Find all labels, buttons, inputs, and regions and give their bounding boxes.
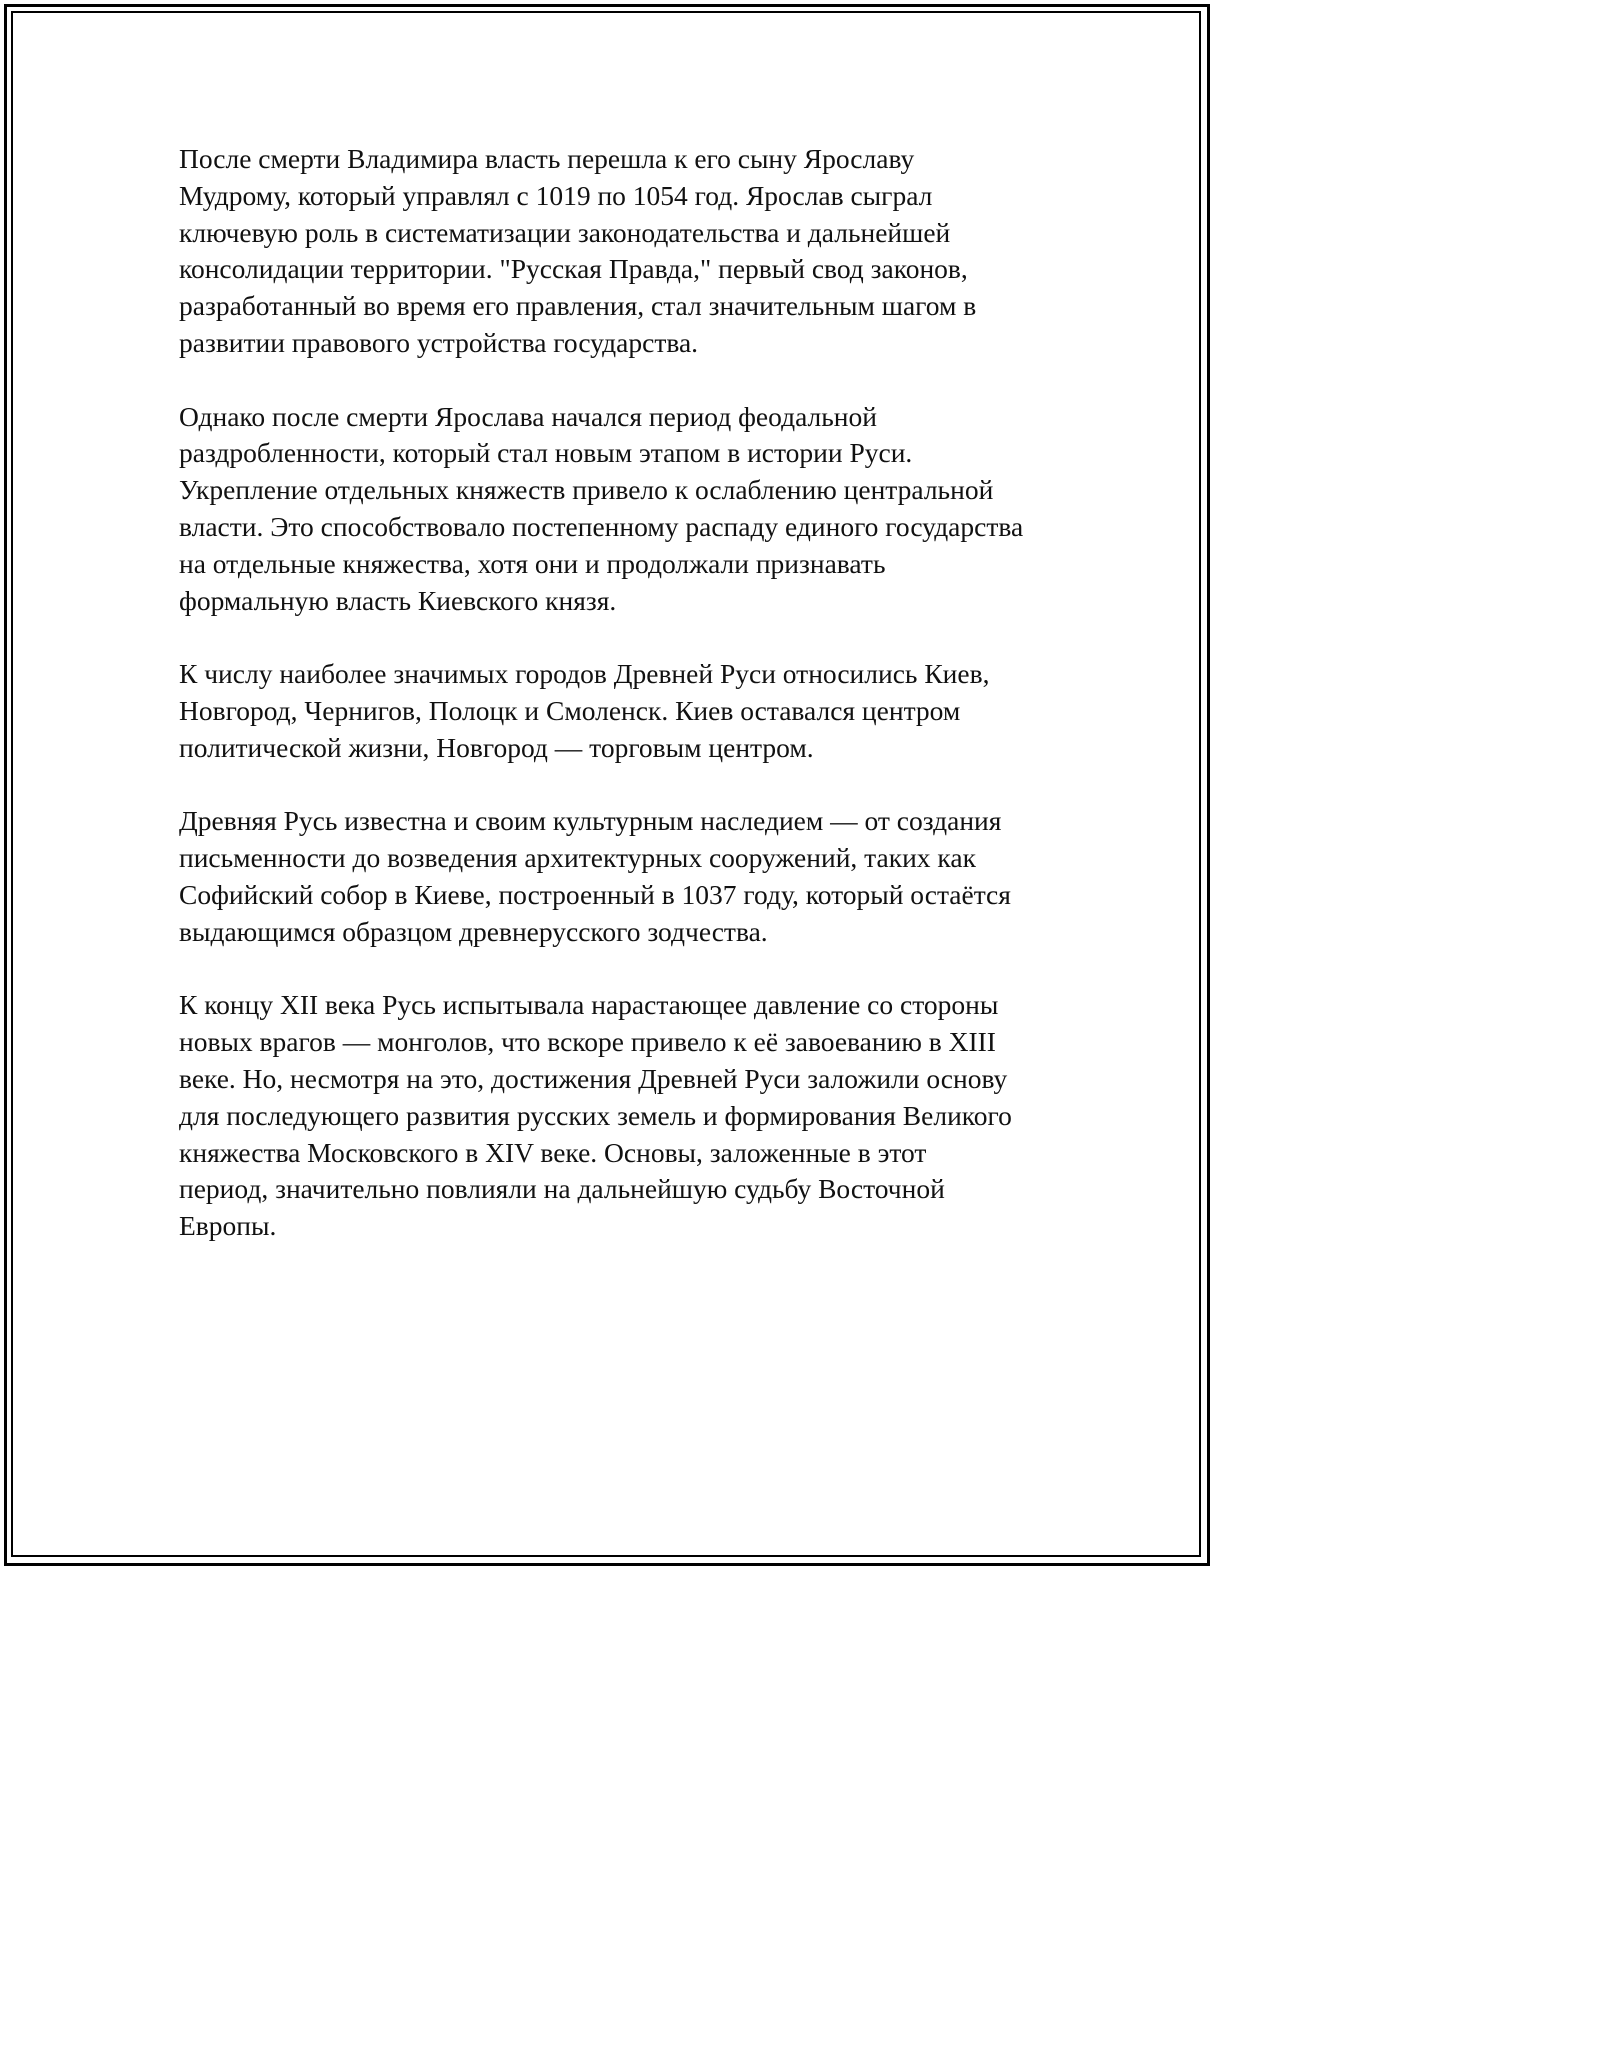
paragraph (179, 803, 1054, 950)
paragraph (179, 656, 1054, 766)
text-line: раздробленности, который стал новым этапом в истории Руси. (179, 437, 913, 469)
text-line: власти. Это способствовало постепенному распаду единого государства (179, 510, 1024, 542)
text-line: письменности до возведения архитектурных сооружений, таких как (179, 842, 976, 874)
text-line: Укрепление отдельных княжеств привело к ослаблению центральной (179, 474, 994, 506)
paragraph (179, 987, 1054, 1245)
text-line: выдающимся образцом древнерусского зодчества. (179, 915, 768, 947)
text-line: К числу наиболее значимых городов Древней Руси относились Киев, (179, 658, 990, 690)
text-line: Софийский собор в Киеве, построенный в 1037 году, который остаётся (179, 878, 1011, 910)
text-line: Однако после смерти Ярослава начался период феодальной (179, 400, 877, 432)
text-line: консолидации территории. "Русская Правда," первый свод законов, (179, 253, 968, 285)
text-line: политической жизни, Новгород — торговым центром. (179, 731, 814, 763)
paragraph (179, 399, 1054, 620)
text-line: период, значительно повлияли на дальнейшую судьбу Восточной (179, 1173, 945, 1205)
text-line: Мудрому, который управлял с 1019 по 1054 год. Ярослав сыграл (179, 179, 933, 211)
text-line: на отдельные княжества, хотя они и продолжали признавать (179, 547, 886, 579)
text-line: Европы. (179, 1210, 277, 1242)
text-line: разработанный во время его правления, стал значительным шагом в (179, 290, 977, 322)
text-line: для последующего развития русских земель и формирования Великого (179, 1099, 1012, 1131)
document-body (179, 141, 1054, 1282)
text-line: ключевую роль в систематизации законодательства и дальнейшей (179, 216, 951, 248)
text-line: формальную власть Киевского князя. (179, 584, 617, 616)
paragraph (179, 141, 1054, 362)
text-line: развитии правового устройства государства. (179, 326, 699, 358)
text-line: веке. Но, несмотря на это, достижения Древней Руси заложили основу (179, 1062, 1008, 1094)
text-line: После смерти Владимира власть перешла к его сыну Ярославу (179, 143, 915, 174)
text-line: новых врагов — монголов, что вскоре привело к её завоеванию в XIII (179, 1026, 996, 1058)
text-line: К концу XII века Русь испытывала нарастающее давление со стороны (179, 989, 999, 1021)
text-line: Новгород, Чернигов, Полоцк и Смоленск. Киев оставался центром (179, 694, 961, 726)
text-line: Древняя Русь известна и своим культурным наследием — от создания (179, 805, 1002, 837)
text-line: княжества Московского в XIV веке. Основы, заложенные в этот (179, 1136, 927, 1168)
